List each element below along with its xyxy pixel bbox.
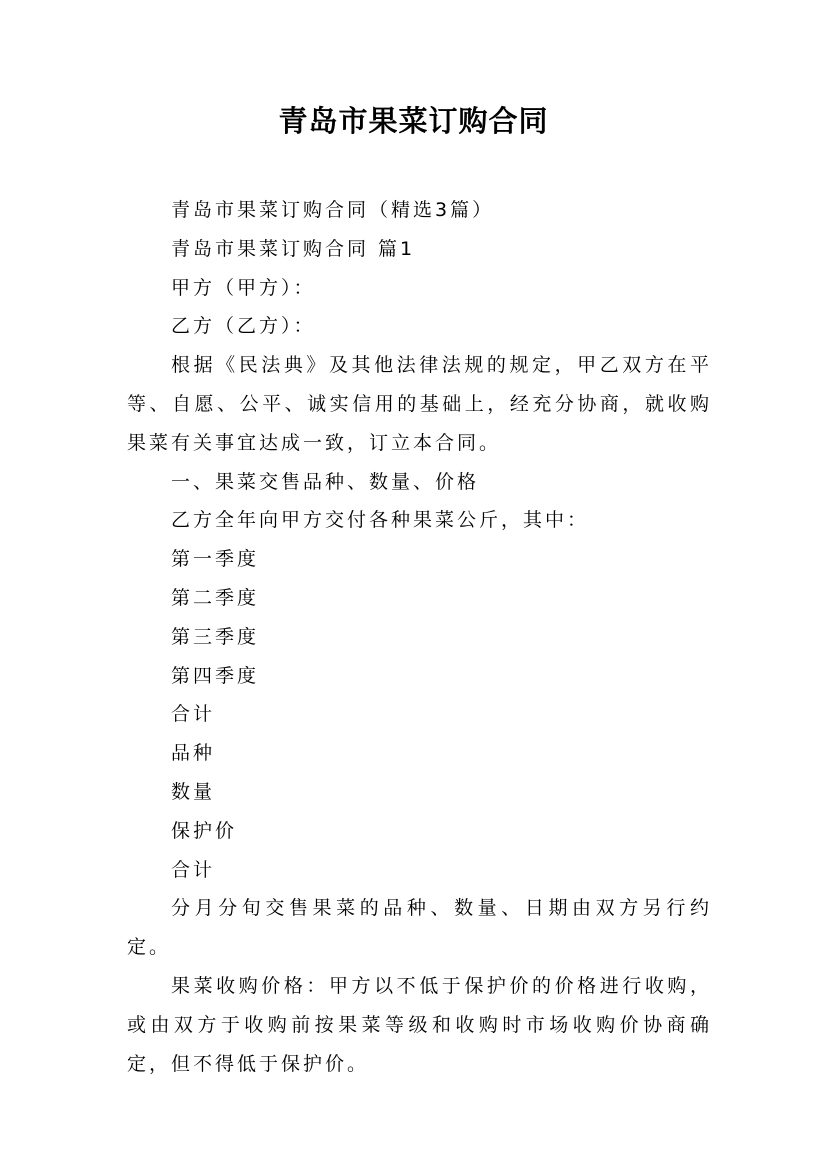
- paragraph-q4: 第四季度: [171, 664, 260, 687]
- paragraph-monthly-delivery: 分月分旬交售果菜的品种、数量、日期由双方另行约定。: [127, 897, 712, 959]
- paragraph-variety: 品种: [171, 742, 216, 765]
- paragraph-total-2: 合计: [171, 858, 216, 881]
- paragraph-preamble: 根据《民法典》及其他法律法规的规定，甲乙双方在平等、自愿、公平、诚实信用的基础上，经充分协商，就收购果菜有关事宜达成一致，订立本合同。: [127, 354, 712, 454]
- paragraph-heading-collection: 青岛市果菜订购合同（精选3篇）: [171, 199, 495, 221]
- paragraph-section-1-heading: 一、果菜交售品种、数量、价格: [171, 470, 480, 493]
- paragraph-party-b: 乙方（乙方）：: [171, 315, 316, 338]
- paragraph-quantity: 数量: [171, 780, 216, 803]
- paragraph-q3: 第三季度: [171, 625, 260, 648]
- paragraph-total-1: 合计: [171, 703, 216, 726]
- paragraph-purchase-price: 果菜收购价格：甲方以不低于保护价的价格进行收购，或由双方于收购前按果菜等级和收购时市场收购价协商确定，但不得低于保护价。: [127, 974, 712, 1075]
- paragraph-q1: 第一季度: [171, 548, 260, 571]
- paragraph-protective-price: 保护价: [171, 819, 238, 842]
- paragraph-heading-part-1: 青岛市果菜订购合同 篇1: [171, 237, 416, 260]
- document-body: [127, 191, 712, 1083]
- paragraph-q2: 第二季度: [171, 586, 260, 609]
- paragraph-party-a: 甲方（甲方）：: [171, 276, 316, 299]
- paragraph-annual-delivery: 乙方全年向甲方交付各种果菜公斤，其中：: [171, 509, 590, 532]
- document-title: 青岛市果菜订购合同: [278, 104, 549, 138]
